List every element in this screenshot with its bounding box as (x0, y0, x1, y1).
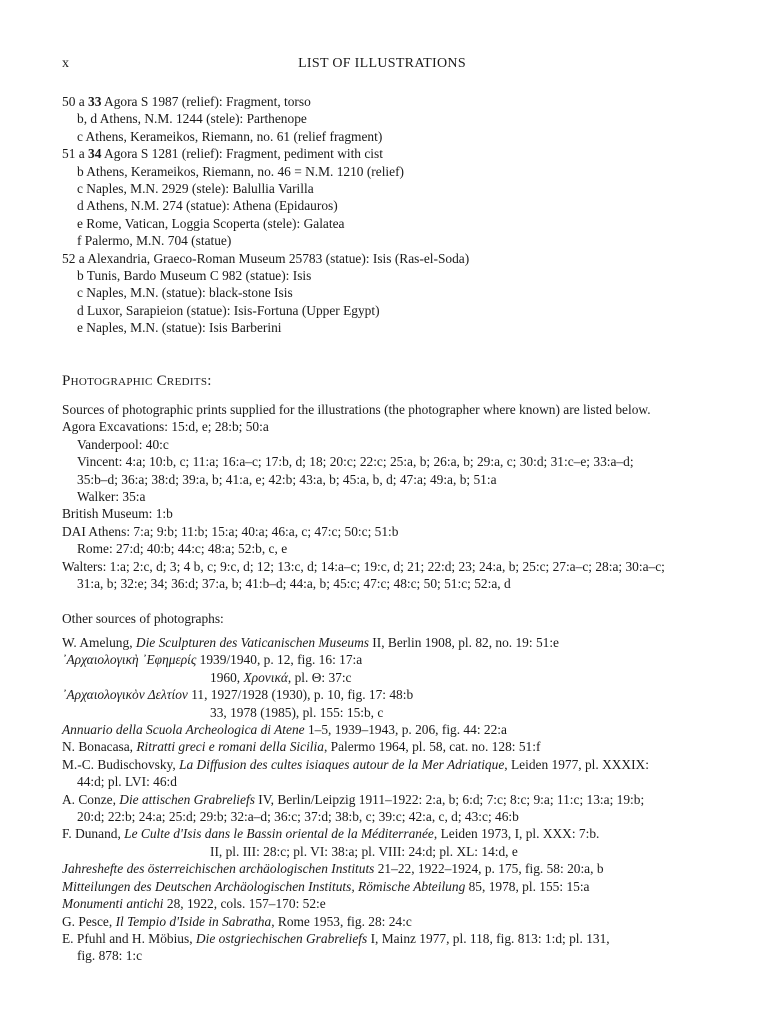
text-run: W. Amelung, (62, 635, 136, 650)
text-run: Vanderpool: 40:c (77, 436, 169, 452)
illustration-entry (62, 250, 722, 267)
italic-title: Die attischen Grabreliefs (119, 791, 255, 807)
italic-title: La Diffusion des cultes isiaques autour de la Mer Adriatique (179, 756, 505, 772)
text-run: F. Dunand, (62, 826, 125, 842)
illustration-entry (62, 110, 722, 127)
text-run: IV, Berlin/Leipzig 1911–1922: 2:a, b; 6:d; 7:c; 8:c; 9:a; 11:c; 13:a; 19:b; (254, 791, 645, 807)
text-run: , Rome 1953, fig. 28: 24:c (271, 913, 412, 929)
text-run: b, d Athens, N.M. 1244 (stele): Parthenope (77, 111, 307, 127)
text-run: d Luxor, Sarapieion (statue): Isis-Fortuna (Upper Egypt) (77, 302, 380, 318)
credit-entry (62, 540, 722, 557)
italic-title: ᾿Αρχαιολογικὸν Δελτίον (62, 687, 188, 703)
text-run: , Palermo 1964, pl. 58, cat. no. 128: 51:f (323, 739, 541, 755)
illustration-entry (62, 128, 722, 145)
italic-title: Χρονικά (243, 669, 288, 685)
italic-title: ᾿Αρχαιολογικὴ ᾿Εφημερίς (62, 652, 197, 668)
text-run: 11, 1927/1928 (1930), p. 10, fig. 17: 48:b (187, 687, 414, 703)
source-entry (62, 738, 722, 755)
text-run: Agora Excavations: 15:d, e; 28:b; 50:a (62, 419, 269, 435)
italic-title: Monumenti antichi (62, 896, 164, 912)
italic-title: Jahreshefte des österreichischen archäologischen Instituts (62, 861, 375, 877)
source-entry (62, 860, 722, 877)
text-run: Walters: 1:a; 2:c, d; 3; 4 b, c; 9:c, d; 12; 13:c, d; 14:a–c; 19:c, d; 21; 22:d; 23; 24:a, b; 25:c; 27:a–c; 28:a; 30:a–c; (62, 558, 665, 574)
text-run: fig. 878: 1:c (77, 948, 143, 964)
text-run: II, Berlin 1908, pl. 82, no. 19: 51:e (368, 635, 560, 650)
text-run: 28, 1922, cols. 157–170: 52:e (163, 896, 326, 912)
text-run: Sources of photographic prints supplied for the illustrations (the photographer where known) are listed below. (62, 402, 651, 417)
illustrations-list (62, 93, 722, 337)
italic-title: Annuario della Scuola Archeologica di Atene (62, 722, 305, 738)
text-run: Vincent: 4:a; 10:b, c; 11:a; 16:a–c; 17:b, d; 18; 20:c; 22:c; 25:a, b; 26:a, b; 29:a, c; 30:d; 31:c–e; 33:a–d; (77, 454, 634, 470)
source-entry (62, 756, 722, 773)
source-entry (62, 634, 722, 651)
text-run: M.-C. Budischovsky, (62, 756, 180, 772)
illustration-entry (62, 93, 722, 110)
text-run: N. Bonacasa, (62, 739, 137, 755)
credit-entry (62, 418, 722, 435)
source-entry (62, 913, 722, 930)
text-run: E. Pfuhl and H. Möbius, (62, 930, 196, 946)
text-run: f Palermo, M.N. 704 (statue) (77, 233, 232, 249)
text-run: II, pl. III: 28:c; pl. VI: 38:a; pl. VIII: 24:d; pl. XL: 14:d, e (210, 843, 518, 859)
running-title: LIST OF ILLUSTRATIONS (298, 56, 466, 71)
text-run: b Tunis, Bardo Museum C 982 (statue): Isis (77, 268, 312, 284)
credit-entry (62, 471, 722, 488)
credit-entry (62, 558, 722, 575)
text-run: , Leiden 1973, I, pl. XXX: 7:b. (433, 826, 600, 842)
text-run: 1960, (210, 669, 244, 685)
text-run: 35:b–d; 36:a; 38:d; 39:a, b; 41:a, e; 42:b; 43:a, b; 45:a, b, d; 47:a; 49:a, b; 51:a (77, 471, 497, 487)
source-entry (62, 704, 722, 721)
source-entry (62, 843, 722, 860)
source-entry (62, 808, 722, 825)
text-run: 20:d; 22:b; 24:a; 25:d; 29:b; 32:a–d; 36:c; 37:d; 38:b, c; 39:c; 42:a, c, d; 43:c; 46:b (77, 809, 519, 825)
source-entry (62, 721, 722, 738)
text-run: c Athens, Kerameikos, Riemann, no. 61 (relief fragment) (77, 128, 383, 144)
illustration-entry (62, 232, 722, 249)
credits-heading: Photographic Credits: (62, 373, 212, 389)
illustration-entry (62, 215, 722, 232)
illustration-entry (62, 302, 722, 319)
text-run: e Naples, M.N. (statue): Isis Barberini (77, 320, 282, 336)
text-run: Agora S 1281 (relief): Fragment, pediment with cist (101, 146, 383, 162)
text-run: I, Mainz 1977, pl. 118, fig. 813: 1:d; pl. 131, (367, 930, 610, 946)
italic-title: Die Sculpturen des Vaticanischen Museums (135, 635, 369, 650)
source-entry (62, 895, 722, 912)
bold-number: 33 (88, 94, 102, 109)
source-entry (62, 947, 722, 964)
text-run: DAI Athens: 7:a; 9:b; 11:b; 15:a; 40:a; 46:a, c; 47:c; 50:c; 51:b (62, 523, 399, 539)
source-entry (62, 651, 722, 668)
text-run: 85, 1978, pl. 155: 15:a (465, 878, 590, 894)
credits-list (62, 401, 722, 592)
text-run: b Athens, Kerameikos, Riemann, no. 46 = N.M. 1210 (relief) (77, 163, 405, 179)
credit-entry (62, 436, 722, 453)
italic-title: Die ostgriechischen Grabreliefs (195, 930, 368, 946)
text-run: 50 a (62, 94, 89, 109)
text-run: 33, 1978 (1985), pl. 155: 15:b, c (210, 704, 384, 720)
italic-title: Le Culte d'Isis dans le Bassin oriental de la Méditerranée (124, 826, 434, 842)
illustration-entry (62, 180, 722, 197)
text-run: 31:a, b; 32:e; 34; 36:d; 37:a, b; 41:b–d; 44:a, b; 45:c; 47:c; 48:c; 50; 51:c; 52:a, d (77, 576, 511, 592)
illustration-entry (62, 267, 722, 284)
other-sources-heading: Other sources of photographs: (62, 611, 224, 626)
text-run: 44:d; pl. LVI: 46:d (77, 774, 177, 790)
source-entry (62, 773, 722, 790)
source-entry (62, 878, 722, 895)
credit-entry (62, 523, 722, 540)
bold-number: 34 (88, 146, 102, 162)
italic-title: Ritratti greci e romani della Sicilia (136, 739, 324, 755)
italic-title: Il Tempio d'Iside in Sabratha (115, 913, 272, 929)
illustration-entry (62, 145, 722, 162)
illustration-entry (62, 319, 722, 336)
text-run: 21–22, 1922–1924, p. 175, fig. 58: 20:a, b (374, 861, 604, 877)
page-folio: x (62, 56, 69, 71)
credit-entry (62, 401, 722, 418)
credit-entry (62, 575, 722, 592)
text-run: British Museum: 1:b (62, 506, 173, 522)
text-run: Rome: 27:d; 40:b; 44:c; 48:a; 52:b, c, e (77, 541, 288, 557)
text-run: d Athens, N.M. 274 (statue): Athena (Epidauros) (77, 198, 338, 214)
credit-entry (62, 453, 722, 470)
text-run: Agora S 1987 (relief): Fragment, torso (101, 94, 311, 109)
source-entry (62, 686, 722, 703)
other-sources-list (62, 634, 722, 965)
text-run: 1939/1940, p. 12, fig. 16: 17:a (196, 652, 363, 668)
text-run: 52 a Alexandria, Graeco-Roman Museum 25783 (statue): Isis (Ras-el-Soda) (62, 250, 470, 266)
credit-entry (62, 505, 722, 522)
italic-title: Mitteilungen des Deutschen Archäologischen Instituts, Römische Abteilung (62, 878, 466, 894)
source-entry (62, 669, 722, 686)
text-run: 1–5, 1939–1943, p. 206, fig. 44: 22:a (304, 722, 507, 738)
illustration-entry (62, 284, 722, 301)
credit-entry (62, 488, 722, 505)
text-run: e Rome, Vatican, Loggia Scoperta (stele): Galatea (77, 215, 345, 231)
source-entry (62, 930, 722, 947)
text-run: c Naples, M.N. 2929 (stele): Balullia Varilla (77, 181, 314, 197)
source-entry (62, 791, 722, 808)
text-run: , Leiden 1977, pl. XXXIX: (504, 756, 649, 772)
running-header (62, 56, 702, 76)
text-run: A. Conze, (62, 791, 120, 807)
illustration-entry (62, 197, 722, 214)
text-run: , pl. Θ: 37:c (287, 669, 352, 685)
text-run: 51 a (62, 146, 89, 162)
text-run: c Naples, M.N. (statue): black-stone Isis (77, 285, 293, 301)
source-entry (62, 825, 722, 842)
illustration-entry (62, 163, 722, 180)
text-run: Walker: 35:a (77, 489, 146, 505)
text-run: G. Pesce, (62, 913, 116, 929)
